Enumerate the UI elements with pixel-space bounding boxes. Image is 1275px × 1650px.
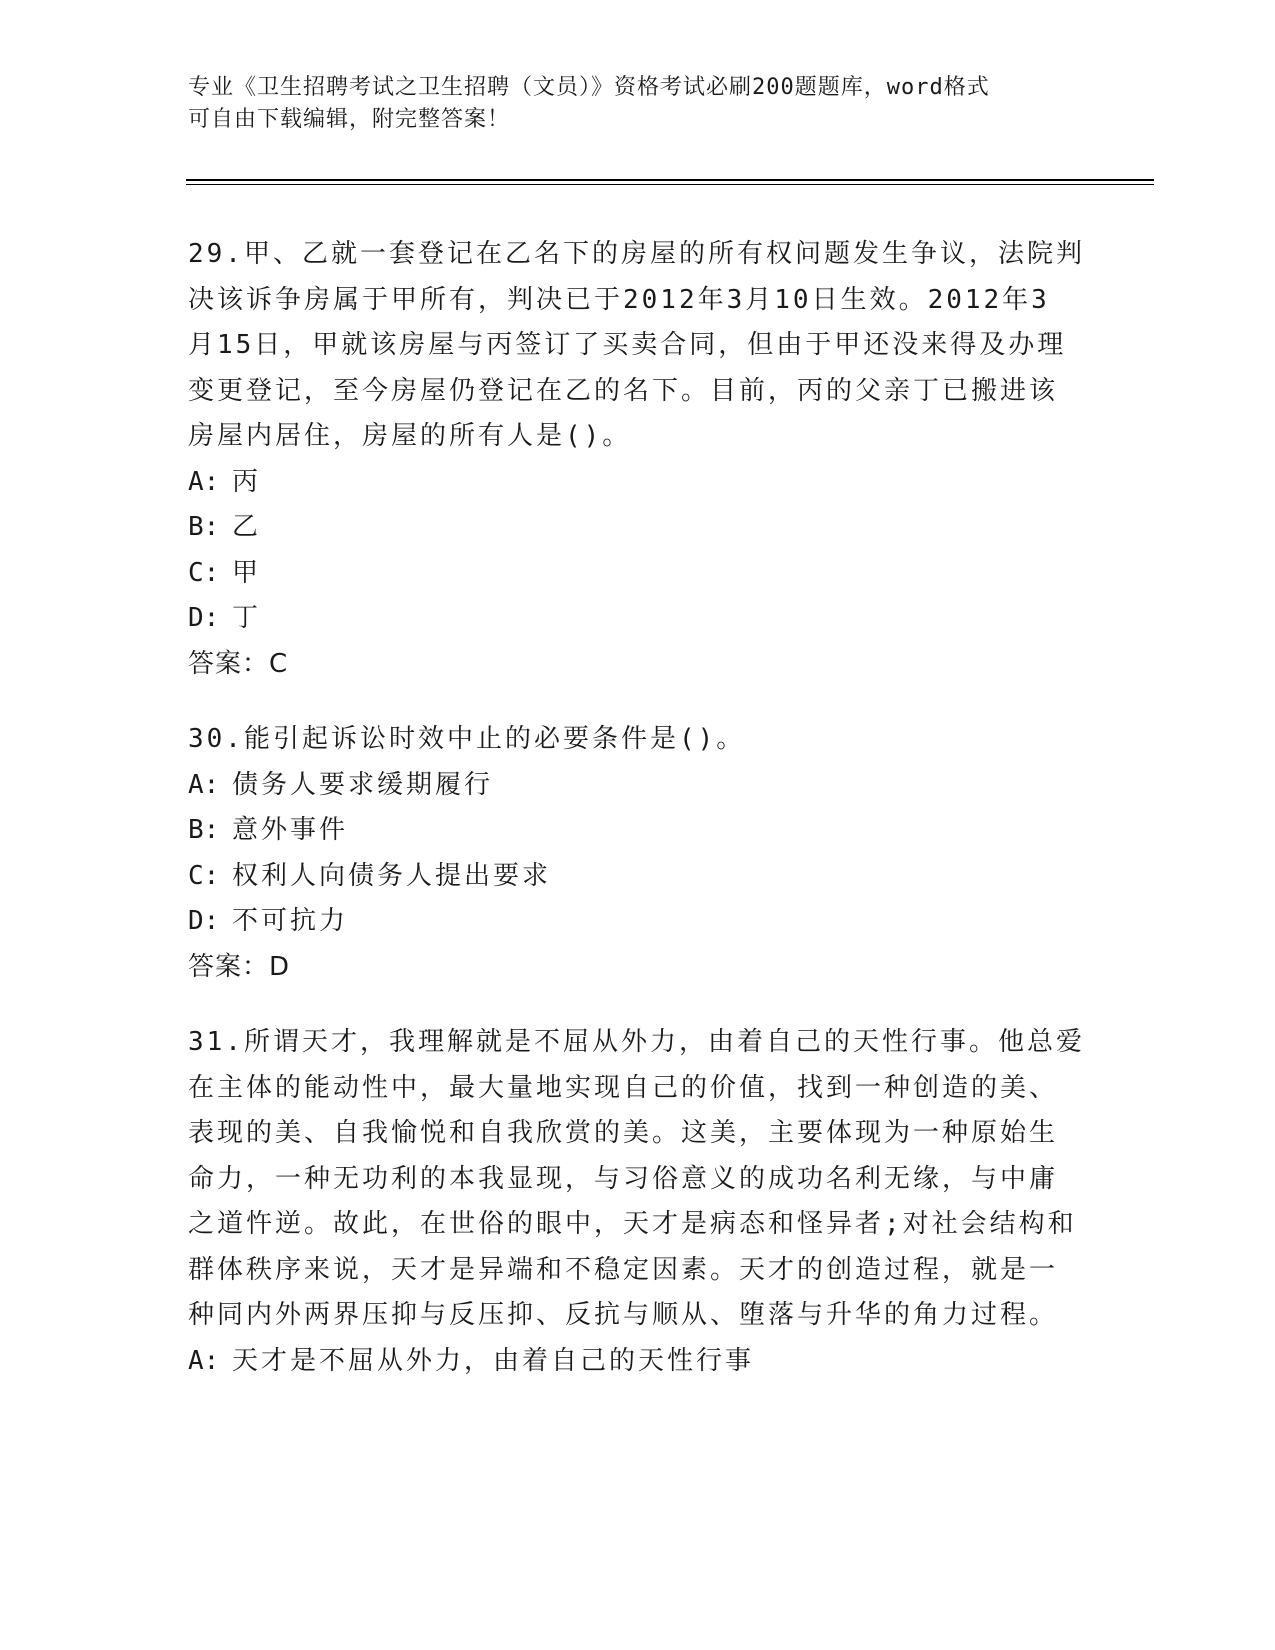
question-text-line: 29.甲、乙就一套登记在乙名下的房屋的所有权问题发生争议，法院判 <box>188 239 1085 269</box>
option-item <box>188 505 1088 551</box>
option-item <box>188 596 1088 642</box>
option-text: 债务人要求缓期履行 <box>232 769 494 800</box>
option-text: 丁 <box>232 603 262 633</box>
option-key: A: <box>188 1345 220 1376</box>
option-key: A: <box>188 769 220 800</box>
question-text-line: 之道忤逆。故此，在世俗的眼中，天才是病态和怪异者;对社会结构和 <box>188 1209 1077 1239</box>
option-item <box>188 551 1088 597</box>
option-key: B: <box>188 815 220 845</box>
option-key: A: <box>188 466 220 497</box>
option-key: C: <box>188 557 220 588</box>
option-item <box>188 1339 1088 1385</box>
question-text-line: 在主体的能动性中，最大量地实现自己的价值，找到一种创造的美、 <box>188 1072 1059 1103</box>
answer-line: 答案：C <box>188 648 289 679</box>
option-text: 意外事件 <box>232 815 349 845</box>
question-text-line: 表现的美、自我愉悦和自我欣赏的美。这美，主要体现为一种原始生 <box>188 1118 1059 1148</box>
option-item <box>188 854 1088 900</box>
option-text: 不可抗力 <box>232 906 349 936</box>
header-divider-thin <box>186 184 1154 185</box>
question-text-line: 30.能引起诉讼时效中止的必要条件是()。 <box>188 724 746 754</box>
question-text-line: 变更登记，至今房屋仍登记在乙的名下。目前，丙的父亲丁已搬进该 <box>188 375 1059 406</box>
question-block <box>188 232 1088 687</box>
header-line-1: 专业《卫生招聘考试之卫生招聘（文员）》资格考试必刷200题题库，word格式 <box>188 75 990 100</box>
question-text-line: 群体秩序来说，天才是异端和不稳定因素。天才的创造过程，就是一 <box>188 1254 1059 1285</box>
option-item <box>188 808 1088 854</box>
question-block <box>188 1020 1088 1384</box>
question-text-line: 种同内外两界压抑与反压抑、反抗与顺从、堕落与升华的角力过程。 <box>188 1300 1059 1330</box>
header-line-2: 可自由下载编辑，附完整答案！ <box>188 107 511 132</box>
option-key: C: <box>188 860 220 891</box>
option-text: 丙 <box>232 466 262 497</box>
option-item <box>188 763 1088 809</box>
option-key: D: <box>188 603 220 633</box>
question-block <box>188 717 1088 990</box>
option-text: 乙 <box>232 512 262 542</box>
question-text-line: 决该诉争房属于甲所有，判决已于2012年3月10日生效。2012年3 <box>188 284 1050 315</box>
question-text-line: 31.所谓天才，我理解就是不屈从外力，由着自己的天性行事。他总爱 <box>188 1027 1085 1057</box>
option-key: D: <box>188 906 220 936</box>
option-text: 天才是不屈从外力，由着自己的天性行事 <box>232 1345 755 1376</box>
question-list <box>188 232 1088 1414</box>
option-item <box>188 460 1088 506</box>
question-text-line: 命力，一种无功利的本我显现，与习俗意义的成功名利无缘，与中庸 <box>188 1163 1059 1194</box>
header-divider-thick <box>186 179 1154 181</box>
question-text-line: 房屋内居住，房屋的所有人是()。 <box>188 421 632 451</box>
answer-line: 答案：D <box>188 951 291 982</box>
document-header <box>188 72 1068 136</box>
option-text: 甲 <box>232 557 262 588</box>
option-item <box>188 899 1088 945</box>
option-text: 权利人向债务人提出要求 <box>232 860 552 891</box>
option-key: B: <box>188 512 220 542</box>
question-text-line: 月15日，甲就该房屋与丙签订了买卖合同，但由于甲还没来得及办理 <box>188 330 1067 360</box>
